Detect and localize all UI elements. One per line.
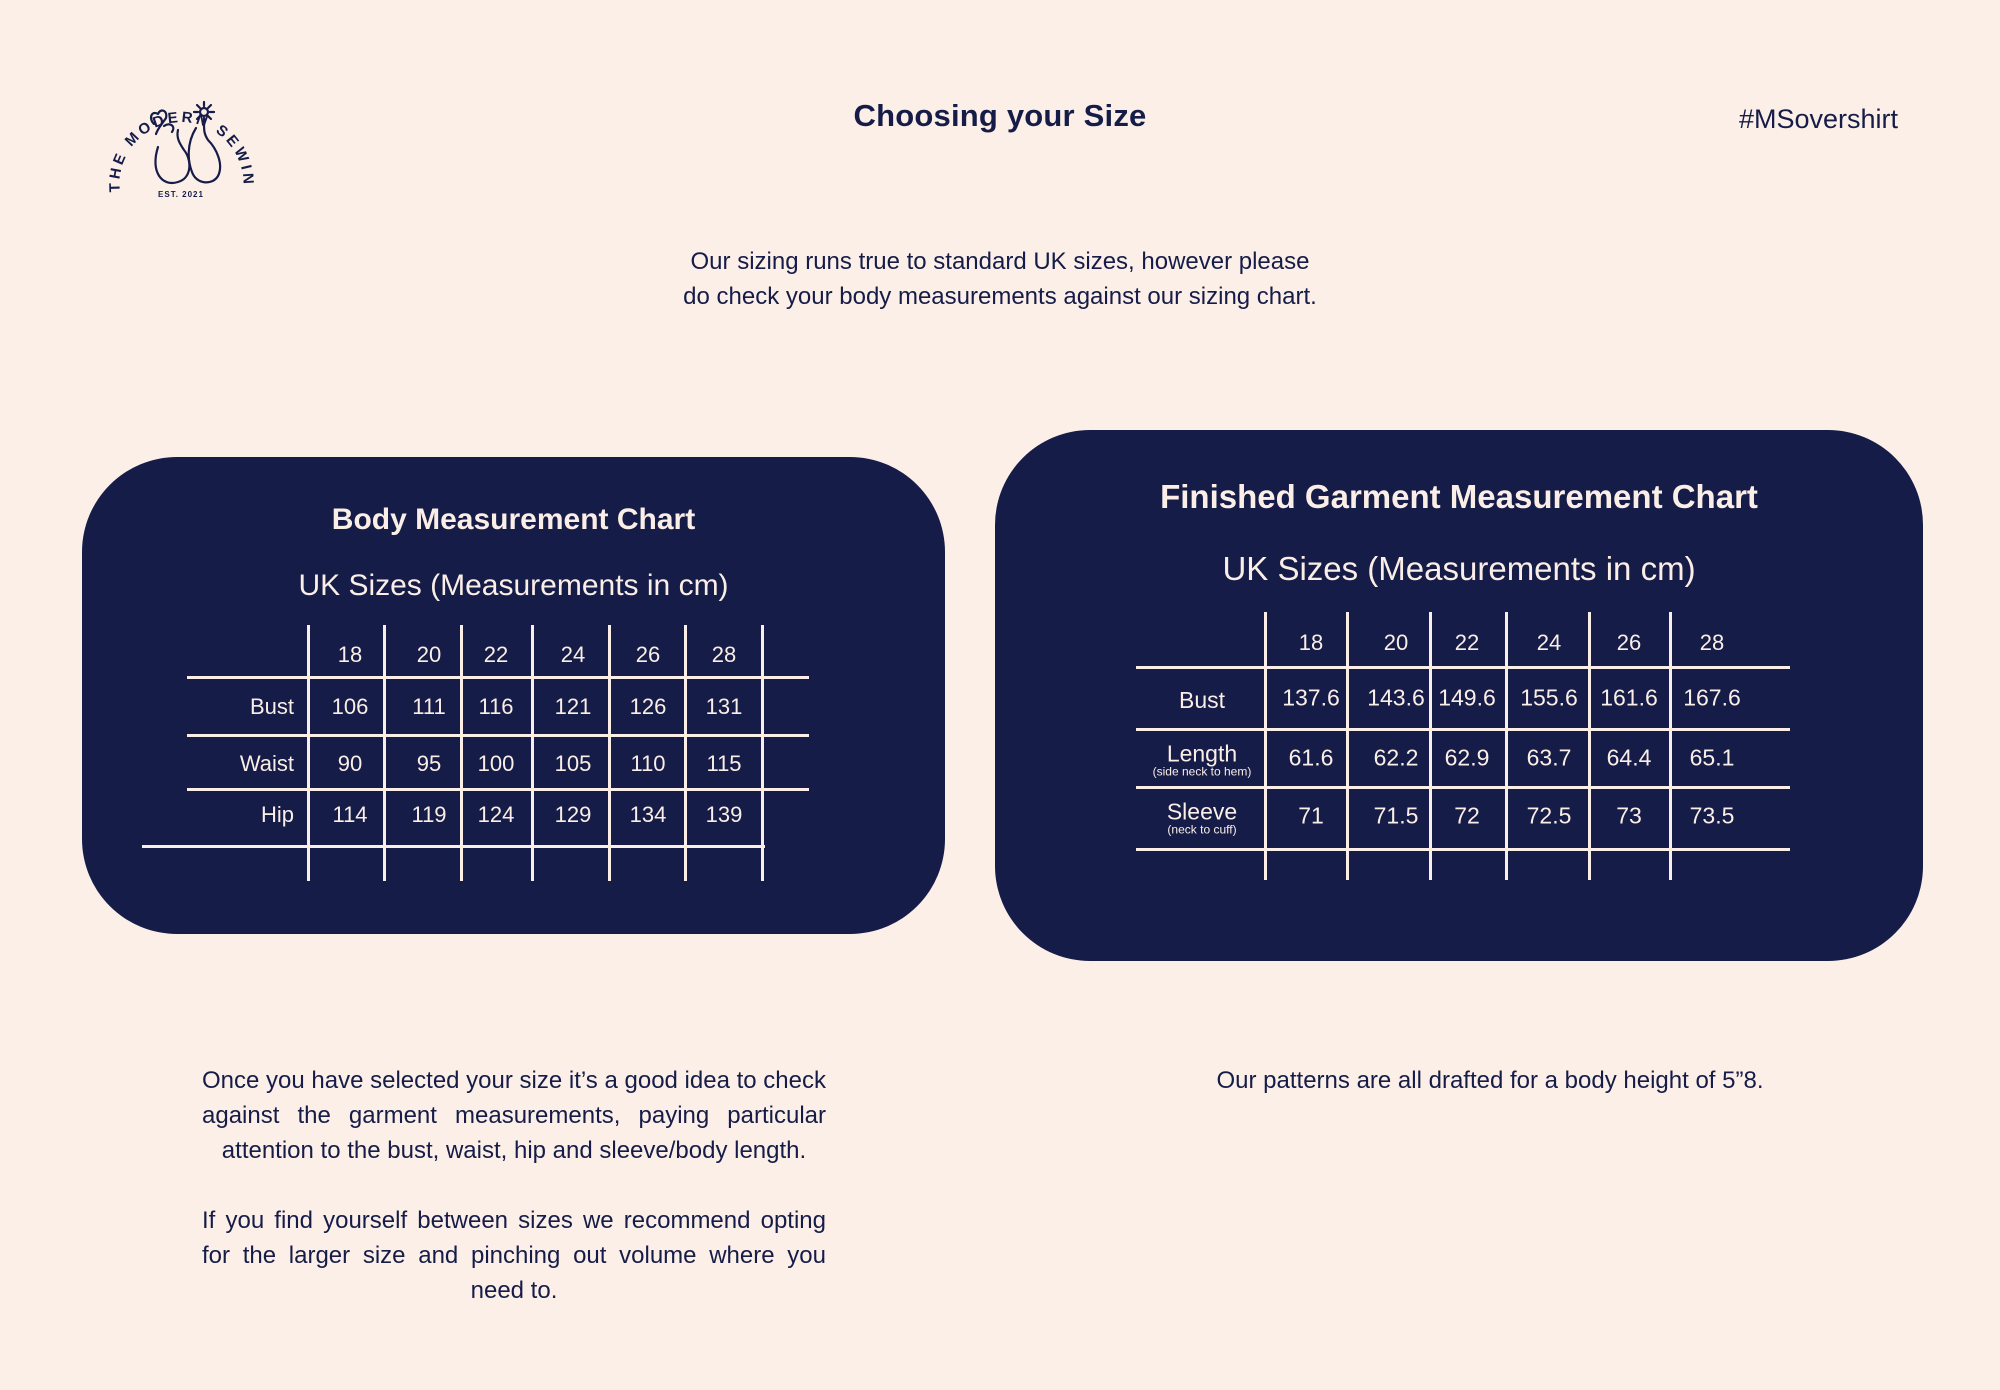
intro-text <box>560 244 1440 314</box>
row-label-note: (side neck to hem) <box>1152 764 1252 779</box>
size-advice-paragraph-1: Once you have selected your size it’s a good idea to check against the garment measurements, paying particular attention to the bust, waist, hip and sleeve/body length. <box>202 1067 826 1164</box>
table-cell: 64.4 <box>1606 744 1652 771</box>
grid-vline <box>1588 612 1591 880</box>
grid-vline <box>1505 612 1508 880</box>
table-cell: 111 <box>412 694 446 719</box>
size-header: 26 <box>1616 630 1642 655</box>
grid-vline <box>1669 612 1672 880</box>
garment-chart-subtitle: UK Sizes (Measurements in cm) <box>1222 550 1696 587</box>
garment-chart-title: Finished Garment Measurement Chart <box>1160 478 1758 515</box>
table-cell: 149.6 <box>1438 684 1496 711</box>
row-label-text: Bust <box>1178 686 1226 713</box>
grid-vline <box>460 625 463 881</box>
table-cell: 63.7 <box>1526 744 1572 771</box>
table-cell: 119 <box>411 802 447 827</box>
row-label: Bust <box>249 694 294 719</box>
size-header: 24 <box>1536 630 1562 655</box>
intro-line-1: Our sizing runs true to standard UK sizes, however please <box>690 248 1310 275</box>
page-title: Choosing your Size <box>853 98 1147 133</box>
garment-measurement-card <box>995 430 1923 961</box>
grid-vline <box>1346 612 1349 880</box>
size-advice-paragraph-2: If you find yourself between sizes we recommend opting for the larger size and pinching out volume where you need to. <box>202 1207 826 1304</box>
table-cell: 62.9 <box>1444 744 1490 771</box>
garment-measurement-table <box>995 430 1923 961</box>
row-label <box>1153 742 1252 779</box>
table-cell: 129 <box>554 802 592 827</box>
grid-hline <box>1136 848 1790 851</box>
row-label-text: Sleeve <box>1166 798 1238 825</box>
grid-hline <box>1136 728 1790 731</box>
size-header: 18 <box>337 642 363 667</box>
table-cell: 124 <box>477 802 515 827</box>
table-cell: 134 <box>629 802 667 827</box>
size-header: 22 <box>1454 630 1480 655</box>
table-cell: 71.5 <box>1373 802 1419 829</box>
table-cell: 72 <box>1454 802 1480 829</box>
body-chart-subtitle: UK Sizes (Measurements in cm) <box>298 569 729 602</box>
table-cell: 121 <box>554 694 592 719</box>
grid-hline <box>187 676 809 679</box>
table-cell: 143.6 <box>1367 684 1425 711</box>
body-measurement-table <box>82 457 945 934</box>
table-cell: 105 <box>554 751 592 776</box>
table-cell: 73.5 <box>1689 802 1735 829</box>
grid-vline <box>1264 612 1267 880</box>
table-cell: 139 <box>705 802 743 827</box>
table-cell: 90 <box>337 751 363 776</box>
logo-established-text: EST. 2021 <box>158 190 204 199</box>
table-cell: 110 <box>630 751 666 776</box>
row-label <box>1167 800 1237 837</box>
table-cell: 61.6 <box>1288 744 1334 771</box>
size-header: 28 <box>711 642 737 667</box>
table-cell: 95 <box>416 751 442 776</box>
hashtag: #MSovershirt <box>1738 104 1898 134</box>
table-cell: 126 <box>629 694 667 719</box>
size-advice-text <box>202 1063 826 1343</box>
logo-brand-text: THE MODERN SEWIN <box>106 108 257 193</box>
grid-hline <box>1136 666 1790 669</box>
table-cell: 100 <box>477 751 515 776</box>
intro-line-2: do check your body measurements against our sizing chart. <box>683 283 1317 310</box>
table-cell: 71 <box>1298 802 1324 829</box>
size-header: 28 <box>1699 630 1725 655</box>
row-label-text: Length <box>1166 740 1238 767</box>
grid-hline <box>142 845 765 848</box>
body-height-note: Our patterns are all drafted for a body height of 5”8. <box>1216 1067 1764 1094</box>
grid-vline <box>307 625 310 881</box>
grid-vline <box>1429 612 1432 880</box>
size-header: 18 <box>1298 630 1324 655</box>
table-cell: 161.6 <box>1600 684 1658 711</box>
row-label: Hip <box>260 802 294 827</box>
table-cell: 115 <box>706 751 742 776</box>
grid-hline <box>187 788 809 791</box>
body-chart-title: Body Measurement Chart <box>331 503 696 536</box>
table-cell: 167.6 <box>1683 684 1741 711</box>
row-label-note: (neck to cuff) <box>1167 822 1237 837</box>
body-measurement-card <box>82 457 945 934</box>
table-cell: 137.6 <box>1282 684 1340 711</box>
size-header: 26 <box>635 642 661 667</box>
table-cell: 65.1 <box>1689 744 1735 771</box>
table-cell: 62.2 <box>1373 744 1419 771</box>
table-cell: 116 <box>478 694 514 719</box>
grid-hline <box>1136 786 1790 789</box>
size-header: 22 <box>483 642 509 667</box>
table-cell: 72.5 <box>1526 802 1572 829</box>
size-header: 20 <box>1383 630 1409 655</box>
grid-vline <box>684 625 687 881</box>
grid-hline <box>187 734 809 737</box>
size-header: 20 <box>416 642 442 667</box>
size-header: 24 <box>560 642 586 667</box>
table-cell: 73 <box>1616 802 1642 829</box>
grid-vline <box>608 625 611 881</box>
grid-vline <box>531 625 534 881</box>
table-cell: 106 <box>331 694 369 719</box>
table-cell: 131 <box>705 694 743 719</box>
grid-vline <box>383 625 386 881</box>
grid-vline <box>761 625 764 881</box>
row-label <box>1179 688 1225 712</box>
table-cell: 155.6 <box>1520 684 1578 711</box>
table-cell: 114 <box>332 802 368 827</box>
row-label: Waist <box>239 751 294 776</box>
